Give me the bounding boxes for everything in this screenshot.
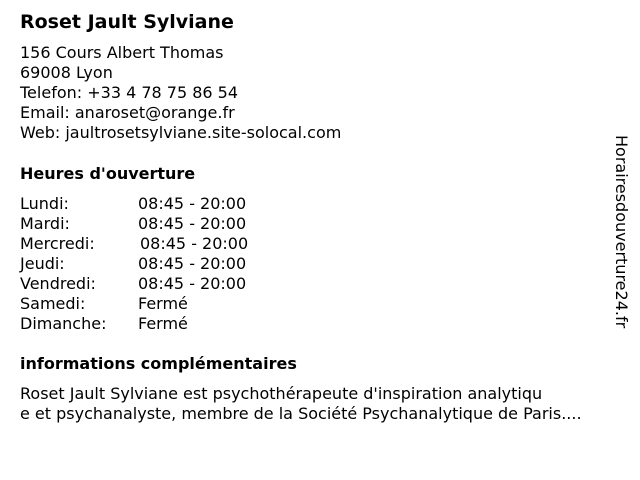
time-value: Fermé <box>138 314 188 333</box>
time-value: 08:45 - 20:00 <box>138 194 247 213</box>
hours-row-mercredi <box>20 234 320 254</box>
email-text: Email: anaroset@orange.fr <box>20 103 235 122</box>
business-name: Roset Jault Sylviane <box>20 11 234 33</box>
hours-row-dimanche <box>20 314 320 334</box>
time-value: Fermé <box>138 294 188 313</box>
contact-block <box>20 43 341 143</box>
phone-text: Telefon: +33 4 78 75 86 54 <box>20 83 239 102</box>
opening-hours-table <box>20 194 320 334</box>
hours-row-lundi <box>20 194 320 214</box>
website-text: Web: jaultrosetsylviane.site-solocal.com <box>20 123 342 142</box>
opening-hours-heading: Heures d'ouverture <box>20 164 196 183</box>
day-label: Mardi: <box>20 214 70 233</box>
hours-row-vendredi <box>20 274 320 294</box>
additional-info-heading: informations complémentaires <box>20 354 297 373</box>
address-street: 156 Cours Albert Thomas <box>20 43 224 62</box>
description-line: e et psychanalyste, membre de la Société Psychanalytique de Paris.... <box>20 404 582 423</box>
time-value: 08:45 - 20:00 <box>140 234 249 253</box>
day-label: Lundi: <box>20 194 69 213</box>
time-value: 08:45 - 20:00 <box>138 254 247 273</box>
site-watermark: Horairesdouverture24.fr <box>612 135 631 329</box>
hours-row-jeudi <box>20 254 320 274</box>
hours-row-mardi <box>20 214 320 234</box>
day-label: Samedi: <box>20 294 86 313</box>
time-value: 08:45 - 20:00 <box>138 214 247 233</box>
time-value: 08:45 - 20:00 <box>138 274 247 293</box>
address-city: 69008 Lyon <box>20 63 113 82</box>
additional-info-text <box>20 384 600 424</box>
day-label: Jeudi: <box>20 254 65 273</box>
day-label: Mercredi: <box>20 234 95 253</box>
day-label: Dimanche: <box>20 314 107 333</box>
hours-row-samedi <box>20 294 320 314</box>
description-line: Roset Jault Sylviane est psychothérapeute d'inspiration analytiqu <box>20 384 543 403</box>
day-label: Vendredi: <box>20 274 96 293</box>
